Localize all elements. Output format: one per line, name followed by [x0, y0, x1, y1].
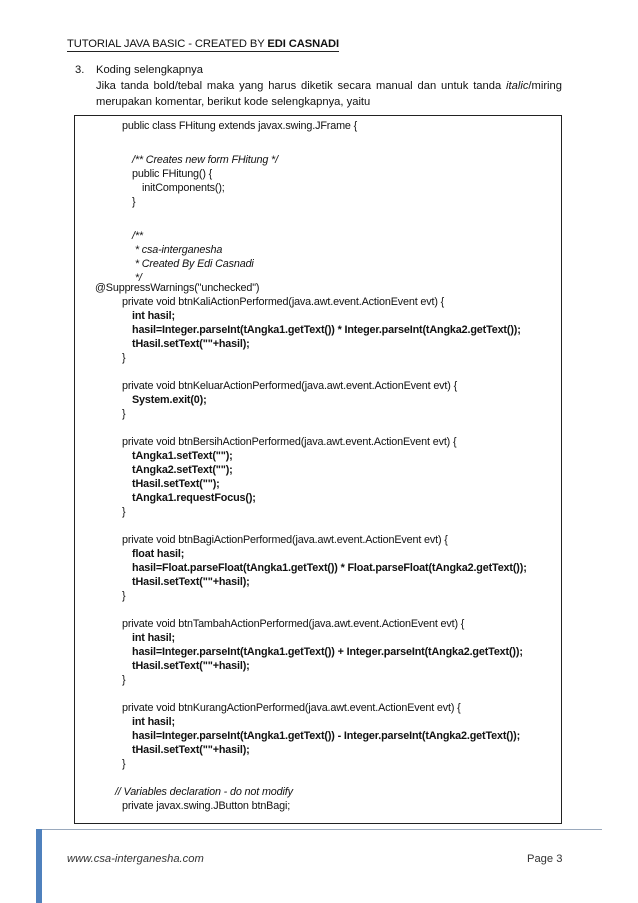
code-line: private void btnKurangActionPerformed(java.awt.event.ActionEvent evt) {	[122, 702, 461, 714]
code-line: tHasil.setText(""+hasil);	[132, 576, 250, 588]
code-line: }	[122, 352, 126, 364]
code-line: System.exit(0);	[132, 394, 207, 406]
code-line: private void btnKeluarActionPerformed(java.awt.event.ActionEvent evt) {	[122, 380, 458, 392]
code-line: }	[122, 674, 126, 686]
desc-text-2: /miring merupakan komentar, berikut kode selengkapnya, yaitu	[96, 80, 562, 108]
code-comment-line: /**	[132, 230, 143, 242]
code-line: initComponents();	[142, 182, 225, 194]
code-line: }	[122, 590, 126, 602]
code-line: tHasil.setText(""+hasil);	[132, 338, 250, 350]
desc-text-1: Jika tanda bold/tebal maka yang harus diketik secara manual dan untuk tanda	[96, 80, 507, 92]
code-line: public class FHitung extends javax.swing.JFrame {	[122, 120, 358, 132]
code-line: private javax.swing.JButton btnBagi;	[122, 800, 291, 812]
header-title: TUTORIAL JAVA BASIC - CREATED BY	[67, 38, 268, 50]
code-listing	[74, 115, 562, 824]
code-line: int hasil;	[132, 310, 175, 322]
code-line: private void btnTambahActionPerformed(java.awt.event.ActionEvent evt) {	[122, 618, 465, 630]
code-line: hasil=Float.parseFloat(tAngka1.getText()) * Float.parseFloat(tAngka2.getText());	[132, 562, 527, 574]
code-line: tAngka1.setText("");	[132, 450, 233, 462]
code-line: }	[122, 408, 126, 420]
section-number: 3.	[75, 64, 85, 76]
desc-italic-word: italic	[506, 80, 529, 92]
section-description	[96, 78, 562, 110]
code-line: }	[122, 506, 126, 518]
code-line: private void btnBagiActionPerformed(java.awt.event.ActionEvent evt) {	[122, 534, 448, 546]
code-line: public FHitung() {	[132, 168, 213, 180]
code-line: tAngka2.setText("");	[132, 464, 233, 476]
code-comment-line: // Variables declaration - do not modify	[115, 786, 293, 798]
footer-page-number: Page 3	[527, 853, 563, 865]
header-author: EDI CASNADI	[267, 38, 340, 50]
code-line: tHasil.setText(""+hasil);	[132, 744, 250, 756]
code-line: }	[122, 758, 126, 770]
section-title: Koding selengkapnya	[96, 64, 203, 76]
code-line: tAngka1.requestFocus();	[132, 492, 256, 504]
footer-url: www.csa-interganesha.com	[67, 853, 204, 865]
code-line: int hasil;	[132, 632, 175, 644]
code-comment-line: * Created By Edi Casnadi	[132, 258, 254, 270]
code-line: hasil=Integer.parseInt(tAngka1.getText()) + Integer.parseInt(tAngka2.getText());	[132, 646, 523, 658]
page-header	[67, 38, 339, 52]
code-comment-line: */	[132, 272, 142, 284]
code-line: tHasil.setText(""+hasil);	[132, 660, 250, 672]
code-comment-line: /** Creates new form FHitung */	[132, 154, 278, 166]
footer-divider	[36, 829, 602, 830]
code-line: float hasil;	[132, 548, 185, 560]
code-line: @SuppressWarnings("unchecked")	[95, 282, 260, 294]
code-line: hasil=Integer.parseInt(tAngka1.getText()) * Integer.parseInt(tAngka2.getText());	[132, 324, 521, 336]
footer-accent-bar	[36, 829, 42, 903]
code-line: int hasil;	[132, 716, 175, 728]
code-line: private void btnBersihActionPerformed(java.awt.event.ActionEvent evt) {	[122, 436, 457, 448]
code-line: }	[132, 196, 136, 208]
code-line: private void btnKaliActionPerformed(java.awt.event.ActionEvent evt) {	[122, 296, 445, 308]
code-comment-line: * csa-interganesha	[132, 244, 223, 256]
code-line: tHasil.setText("");	[132, 478, 220, 490]
code-line: hasil=Integer.parseInt(tAngka1.getText()) - Integer.parseInt(tAngka2.getText());	[132, 730, 521, 742]
